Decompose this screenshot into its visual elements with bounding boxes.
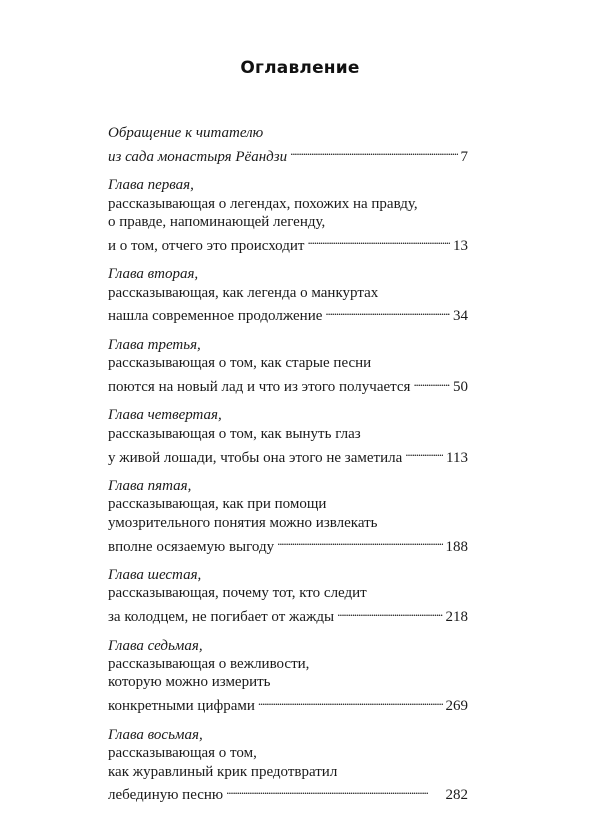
toc-entry-text: нашла современное продолжение <box>108 308 323 325</box>
toc-entry-chapter-1[interactable] <box>108 176 468 255</box>
toc-page-number: 218 <box>445 609 468 626</box>
toc-dot-leader <box>226 781 442 799</box>
toc-page-number: 113 <box>446 449 468 466</box>
toc-entry-heading: Глава четвертая, <box>108 407 222 424</box>
toc-entry-text: у живой лошади, чтобы она этого не заметила <box>108 449 403 466</box>
toc-entry-last-line <box>108 231 468 255</box>
toc-entry-line: которую можно измерить <box>108 674 271 691</box>
toc-dot-leader <box>413 373 450 391</box>
toc-dot-leader <box>405 443 443 461</box>
toc-entry-text: лебединую песню <box>108 787 224 804</box>
toc-entry-preface[interactable] <box>108 124 468 166</box>
toc-entry-line: рассказывающая, как легенда о манкуртах <box>108 284 379 301</box>
toc-dot-leader <box>277 532 442 550</box>
page-title: Оглавление <box>240 58 360 78</box>
toc-entry-heading: Глава третья, <box>108 336 201 353</box>
toc-dot-leader <box>307 231 450 249</box>
toc-entry-heading: Обращение к читателю <box>108 125 264 141</box>
toc-dot-leader <box>325 302 450 320</box>
toc-entry-chapter-5[interactable] <box>108 477 468 556</box>
toc-entry-heading: Глава шестая, <box>108 567 202 584</box>
toc-entry-chapter-3[interactable] <box>108 336 468 397</box>
toc-entry-last-line <box>108 603 468 627</box>
toc-entry-text: за колодцем, не погибает от жажды <box>108 609 335 626</box>
toc-entry-last-line <box>108 443 468 467</box>
toc-entry-heading: Глава седьмая, <box>108 637 203 654</box>
toc-entry-heading: Глава вторая, <box>108 266 199 283</box>
toc-entry-heading: Глава первая, <box>108 177 194 194</box>
toc-entry-line: рассказывающая о том, как старые песни <box>108 355 372 372</box>
toc-dot-leader <box>290 142 457 160</box>
toc-entry-line: как журавлиный крик предотвратил <box>108 763 338 780</box>
toc-entry-line: рассказывающая, как при помощи <box>108 496 327 513</box>
toc-entry-text: вполне осязаемую выгоду <box>108 538 275 555</box>
toc-entry-chapter-2[interactable] <box>108 265 468 326</box>
toc-entry-text: поются на новый лад и что из этого получается <box>108 379 411 396</box>
toc-page-number: 282 <box>445 787 468 804</box>
toc-entry-last-line <box>108 302 468 326</box>
toc-entry-chapter-8[interactable] <box>108 726 468 805</box>
toc-entry-chapter-7[interactable] <box>108 637 468 716</box>
toc-entry-last-line <box>108 373 468 397</box>
toc-entry-chapter-6[interactable] <box>108 566 468 627</box>
toc-page-number: 50 <box>453 379 468 396</box>
toc-entry-last-line <box>108 142 468 166</box>
toc-entry-line: о правде, напоминающей легенду, <box>108 214 326 231</box>
toc-entry-heading: Глава пятая, <box>108 478 192 495</box>
toc-entry-line: рассказывающая о том, <box>108 745 257 762</box>
toc-entry-line: рассказывающая о легендах, похожих на правду, <box>108 195 418 212</box>
toc-entry-line: рассказывающая, почему тот, кто следит <box>108 585 367 602</box>
toc-page-number: 13 <box>453 237 468 254</box>
toc-entry-line: рассказывающая о том, как вынуть глаз <box>108 425 361 442</box>
toc-entry-last-line <box>108 781 468 805</box>
toc-entry-chapter-4[interactable] <box>108 406 468 467</box>
toc-dot-leader <box>258 692 443 710</box>
toc-entry-heading: Глава восьмая, <box>108 726 203 743</box>
toc-page-number: 188 <box>445 538 468 555</box>
toc-dot-leader <box>337 603 442 621</box>
toc-entry-line: умозрительного понятия можно извлекать <box>108 514 378 531</box>
toc-entry-last-line <box>108 532 468 556</box>
toc-entry-text: из сада монастыря Рёандзи <box>108 148 288 165</box>
table-of-contents <box>108 124 468 815</box>
toc-entry-text: конкретными цифрами <box>108 698 255 715</box>
toc-entry-line: рассказывающая о вежливости, <box>108 656 310 673</box>
toc-page-number: 34 <box>453 308 468 325</box>
toc-page-number: 269 <box>445 698 468 715</box>
toc-page-number: 7 <box>460 148 468 165</box>
toc-entry-last-line <box>108 692 468 716</box>
toc-entry-text: и о том, отчего это происходит <box>108 237 305 254</box>
